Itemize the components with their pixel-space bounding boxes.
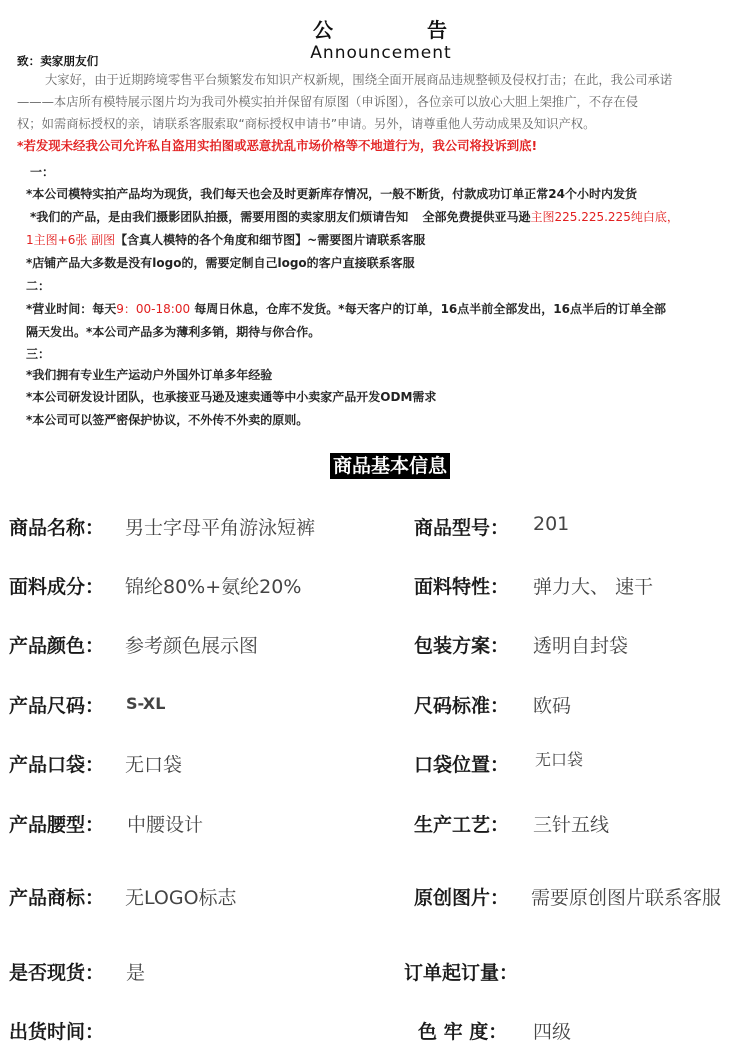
value-product-size: S-XL (126, 694, 166, 713)
notice-bullet-hours-c: 每周日休息，仓库不发货。*每天客户的订单，16点半前全部发出，16点半后的订单全部 (194, 302, 666, 316)
value-packaging: 透明自封袋 (533, 635, 629, 657)
notice-bullet-odm: *本公司研发设计团队，也承接亚马逊及速卖通等中小卖家产品开发ODM需求 (26, 390, 437, 404)
label-packaging: 包装方案： (414, 635, 510, 657)
label-pocket-position: 口袋位置： (414, 754, 510, 776)
value-model-number: 201 (533, 513, 570, 535)
notice-bullet-photos-b: 全部免费提供亚马逊 (422, 210, 531, 224)
label-production-process: 生产工艺： (414, 814, 510, 836)
notice-title-char-1: 公 (313, 18, 335, 42)
label-minimum-order: 订单起订量： (404, 962, 519, 984)
notice-bullet-images (26, 231, 425, 249)
notice-bullet-images-a: 1主图+6张 副图 (26, 233, 116, 247)
value-product-name: 男士字母平角游泳短裤 (125, 517, 316, 539)
value-product-pocket: 无口袋 (125, 754, 183, 776)
notice-bullet-photos (30, 208, 679, 226)
notice-section-1: 一： (30, 165, 55, 179)
value-in-stock: 是 (126, 962, 146, 984)
notice-bullet-hours-b: 9：00-18:00 (116, 302, 191, 316)
value-fabric-composition: 锦纶80%+氨纶20% (125, 576, 302, 598)
notice-warning: *若发现未经我公司允许私自盗用实拍图或恶意扰乱市场价格等不地道行为，我公司将投诉到底! (17, 138, 538, 153)
notice-title-char-2: 告 (427, 18, 449, 42)
value-waist-type: 中腰设计 (127, 814, 204, 836)
label-trademark: 产品商标： (9, 887, 105, 909)
notice-bullet-hours (26, 300, 666, 318)
notice-title-en: Announcement (310, 43, 452, 63)
value-pocket-position: 无口袋 (535, 750, 584, 769)
value-product-color: 参考颜色展示图 (125, 635, 259, 657)
announcement-notice (0, 0, 750, 440)
notice-greeting: 致：卖家朋友们 (17, 54, 99, 68)
notice-bullet-protection: *本公司可以签严密保护协议，不外传不外卖的原则。 (26, 413, 309, 427)
label-original-images: 原创图片： (414, 887, 510, 909)
notice-bullet-photos-a: *我们的产品，是由我们摄影团队拍摄，需要用图的卖家朋友们烦请告知 (30, 210, 409, 224)
value-original-images: 需要原创图片联系客服 (531, 887, 722, 909)
label-product-pocket: 产品口袋： (9, 754, 105, 776)
notice-bullet-stock: *本公司模特实拍产品均为现货，我们每天也会及时更新库存情况，一般不断货，付款成功订单正常24个小时内发货 (26, 187, 637, 201)
product-info-header: 商品基本信息 (330, 453, 450, 479)
label-in-stock: 是否现货： (9, 962, 105, 984)
value-production-process: 三针五线 (533, 814, 610, 836)
notice-bullet-hours-a: *营业时间：每天 (26, 302, 117, 316)
notice-bullet-photos-c: 主图225.225.225纯白底， (530, 210, 679, 224)
label-color-fastness: 色 牢 度： (418, 1021, 508, 1043)
notice-paragraph-line-2: ———本店所有模特展示图片均为我司外模实拍并保留有原图（申诉图），各位亲可以放心大胆上架推广，不存在侵 (17, 95, 638, 109)
label-fabric-features: 面料特性： (414, 576, 510, 598)
label-shipping-time: 出货时间： (9, 1021, 105, 1043)
notice-paragraph-line-1: 大家好，由于近期跨境零售平台频繁发布知识产权新规，围绕全面开展商品违规整顿及侵权打击；在此，我公司承诺 (45, 73, 673, 87)
label-size-standard: 尺码标准： (414, 695, 510, 717)
label-product-name: 商品名称： (9, 517, 105, 539)
notice-bullet-images-b: 【含真人模特的各个角度和细节图】~需要图片请联系客服 (115, 233, 426, 247)
notice-bullet-logo: *店铺产品大多数是没有logo的，需要定制自己logo的客户直接联系客服 (26, 256, 415, 270)
label-model-number: 商品型号： (414, 517, 510, 539)
notice-section-3: 三： (26, 347, 51, 361)
value-fabric-features: 弹力大、 速干 (533, 576, 654, 598)
notice-section-2: 二： (26, 279, 51, 293)
value-size-standard: 欧码 (533, 695, 572, 717)
label-product-color: 产品颜色： (9, 635, 105, 657)
notice-bullet-experience: *我们拥有专业生产运动户外国外订单多年经验 (26, 368, 273, 382)
notice-bullet-shipping: 隔天发出。*本公司产品多为薄利多销，期待与你合作。 (26, 325, 321, 339)
label-product-size: 产品尺码： (9, 695, 105, 717)
value-color-fastness: 四级 (533, 1021, 572, 1043)
notice-title-zh (296, 14, 466, 43)
label-waist-type: 产品腰型： (9, 814, 105, 836)
value-trademark: 无LOGO标志 (125, 887, 237, 909)
notice-title (296, 14, 466, 63)
notice-paragraph-line-3: 权；如需商标授权的亲，请联系客服索取“商标授权申请书”申请。另外，请尊重他人劳动成果及知识产权。 (17, 117, 596, 131)
label-fabric-composition: 面料成分： (9, 576, 105, 598)
